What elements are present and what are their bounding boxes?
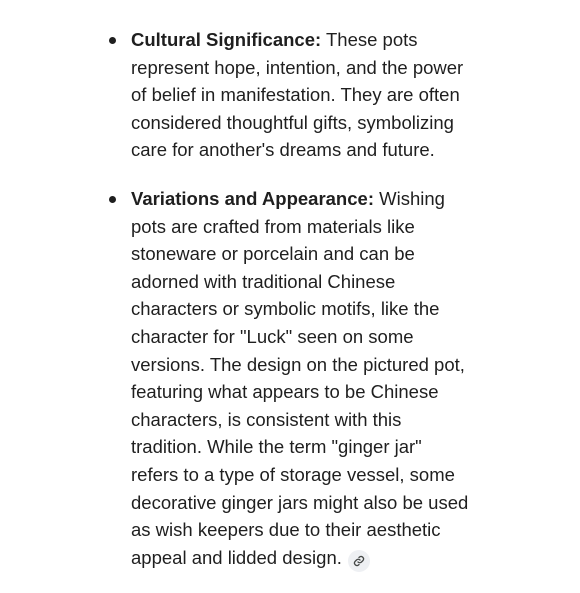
bullet-term: Variations and Appearance: bbox=[131, 187, 374, 209]
bullet-text: Wishing pots are crafted from materials like stoneware or porcelain and can be adorned with traditional Chinese characters or symbolic motifs, like the character for "Luck" seen on some versions. The design on the pictured pot, featuring what appears to be Chinese characters, is consistent with this tradition. While the term "ginger jar" refers to a type of storage vessel, some decorative ginger jars might also be used as wish keepers due to their aesthetic appeal and lidded design. bbox=[131, 187, 469, 568]
link-icon bbox=[353, 555, 365, 567]
source-link-button[interactable] bbox=[348, 550, 370, 572]
bullet-dot bbox=[109, 37, 116, 44]
list-item bbox=[104, 26, 474, 164]
bullet-list bbox=[104, 26, 474, 593]
bullet-term: Cultural Significance: bbox=[131, 29, 322, 50]
bullet-text: These pots represent hope, intention, and the power of belief in manifestation. They are often considered thoughtful gifts, symbolizing care for another's dreams and future. bbox=[131, 29, 464, 161]
bullet-dot bbox=[109, 196, 116, 203]
list-item bbox=[104, 185, 474, 572]
